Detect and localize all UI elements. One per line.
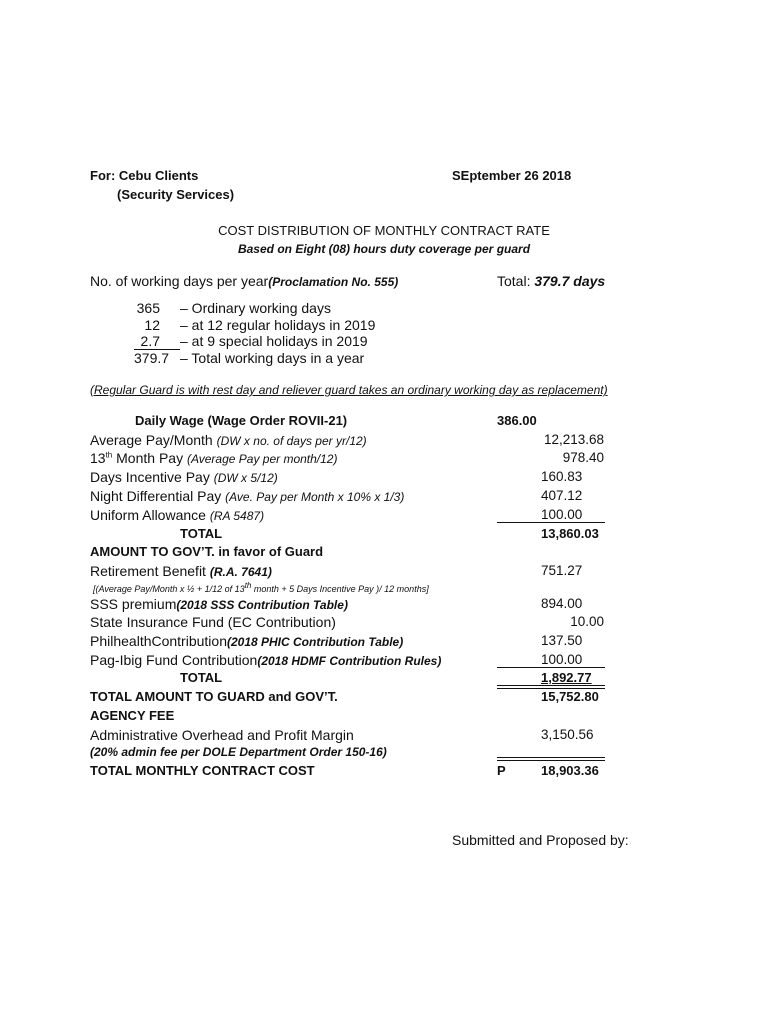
daily-wage-value: 386.00 (497, 413, 537, 428)
document-title: COST DISTRIBUTION OF MONTHLY CONTRACT RATE (218, 223, 550, 238)
days-desc-3: – at 9 special holidays in 2019 (180, 333, 368, 349)
incentive-value: 160.83 (541, 469, 583, 484)
night-diff-label: Night Differential Pay (Ave. Pay per Month x 10% x 1/3) (90, 488, 405, 504)
uniform-underline (497, 522, 605, 523)
uniform-value: 100.00 (541, 507, 583, 522)
overhead-value: 3,150.56 (541, 727, 594, 742)
hdmf-value: 100.00 (541, 652, 583, 667)
retirement-value: 751.27 (541, 563, 583, 578)
gov-total-value: 1,892.77 (541, 670, 592, 685)
hdmf-label: Pag-Ibig Fund Contribution(2018 HDMF Contribution Rules) (90, 652, 442, 668)
submitted-by-label: Submitted and Proposed by: (452, 832, 629, 848)
service-type: (Security Services) (117, 187, 235, 202)
contract-double-line-1 (497, 757, 605, 758)
days-value-2: 12 (144, 317, 160, 333)
gov-heading: AMOUNT TO GOV’T. in favor of Guard (90, 544, 324, 559)
days-desc-4: – Total working days in a year (180, 350, 365, 366)
days-desc-1: – Ordinary working days (180, 300, 331, 316)
contract-cost-label: TOTAL MONTHLY CONTRACT COST (90, 763, 315, 778)
incentive-label: Days Incentive Pay (DW x 5/12) (90, 469, 278, 485)
contract-double-line-2 (497, 760, 605, 761)
retirement-label: Retirement Benefit (R.A. 7641) (90, 563, 272, 579)
contract-cost-value: 18,903.36 (541, 763, 599, 778)
working-days-total: Total: 379.7 days (497, 273, 606, 289)
phic-value: 137.50 (541, 633, 583, 648)
uniform-label: Uniform Allowance (RA 5487) (90, 507, 265, 523)
daily-wage-label: Daily Wage (Wage Order ROVII-21) (135, 413, 348, 428)
overhead-label: Administrative Overhead and Profit Margin (90, 727, 354, 743)
average-pay-label: Average Pay/Month (DW x no. of days per yr/12) (90, 432, 367, 448)
document-subtitle: Based on Eight (08) hours duty coverage per guard (237, 242, 531, 256)
sif-label: State Insurance Fund (EC Contribution) (90, 614, 336, 630)
retirement-formula: [(Average Pay/Month x ½ + 1/12 of 13th month + 5 Days Incentive Pay )/ 12 months] (93, 581, 429, 594)
reliever-note: (Regular Guard is with rest day and reliever guard takes an ordinary working day as replacement) (90, 383, 608, 397)
sss-value: 894.00 (541, 596, 583, 611)
month13-label: 13th Month Pay (Average Pay per month/12) (90, 450, 338, 466)
agency-fee-heading: AGENCY FEE (90, 708, 175, 723)
admin-fee-note: (20% admin fee per DOLE Department Order 150-16) (90, 745, 387, 759)
sss-label: SSS premium(2018 SSS Contribution Table) (90, 596, 348, 612)
average-pay-value: 12,213.68 (543, 432, 604, 447)
days-value-3: 2.7 (140, 333, 160, 349)
days-desc-2: – at 12 regular holidays in 2019 (180, 317, 376, 333)
for-clients-label: For: Cebu Clients (90, 168, 199, 183)
document-date: SEptember 26 2018 (452, 168, 572, 183)
days-value-1: 365 (136, 300, 160, 316)
wage-total-label: TOTAL (180, 526, 223, 541)
wage-total-value: 13,860.03 (541, 526, 599, 541)
guard-gov-total-label: TOTAL AMOUNT TO GUARD and GOV’T. (90, 689, 338, 704)
hdmf-underline (497, 667, 605, 668)
guard-gov-total-value: 15,752.80 (541, 689, 599, 704)
gov-total-double-line-1 (497, 685, 605, 686)
sif-value: 10.00 (570, 614, 604, 629)
days-value-4: 379.7 (134, 350, 170, 366)
month13-value: 978.40 (562, 450, 604, 465)
currency-symbol: P (497, 763, 506, 778)
night-diff-value: 407.12 (541, 488, 583, 503)
gov-total-label: TOTAL (180, 670, 223, 685)
working-days-line: No. of working days per year(Proclamation No. 555) (90, 273, 399, 289)
phic-label: PhilhealthContribution(2018 PHIC Contribution Table) (90, 633, 404, 649)
